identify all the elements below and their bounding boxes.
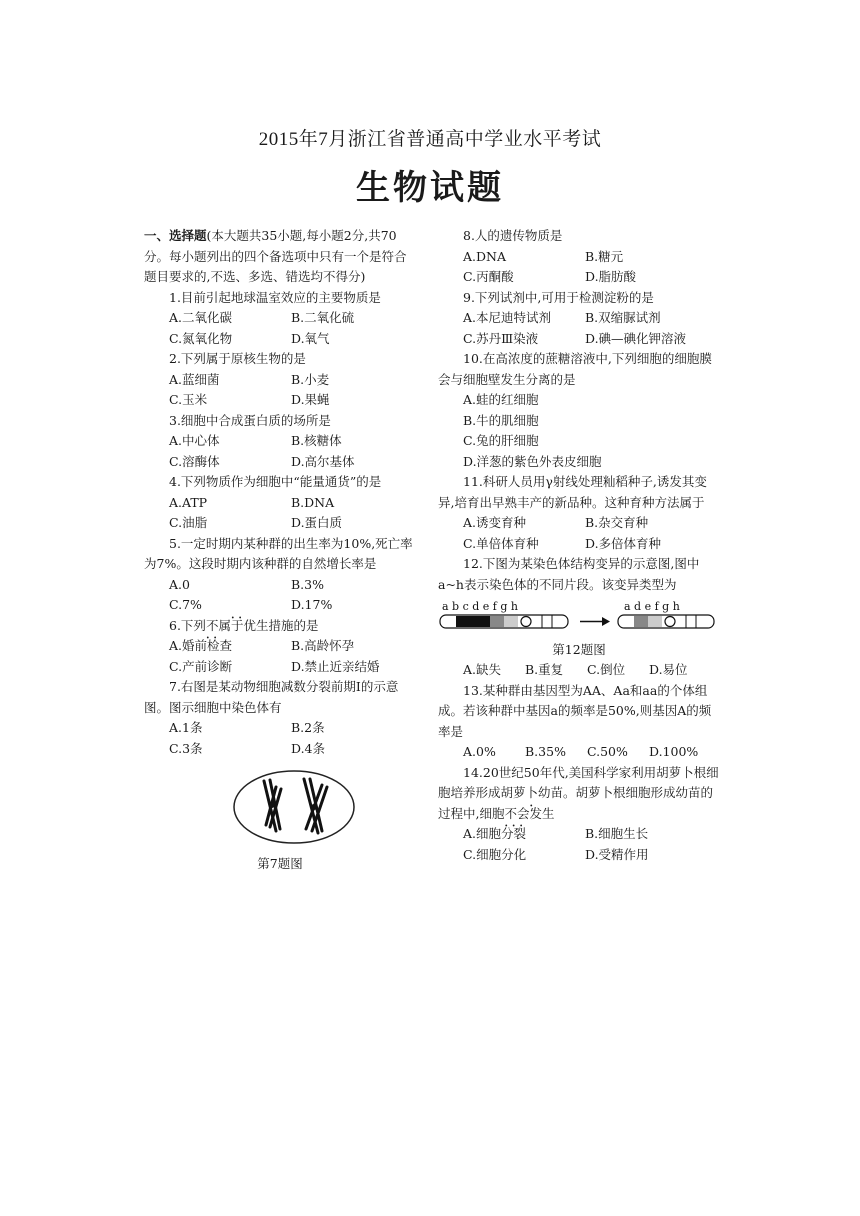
option-c: C.倒位 <box>587 662 626 677</box>
stem-prefix: 6.下列 <box>169 617 206 633</box>
option-d: D.高尔基体 <box>291 453 355 469</box>
option-d: D.100% <box>649 744 699 759</box>
question-stem: 10.在高浓度的蔗糖溶液中,下列细胞的细胞膜会与细胞壁发生分离的是 <box>438 351 712 387</box>
option-a: A.中心体 <box>169 433 220 448</box>
question-stem: 1.目前引起地球温室效应的主要物质是 <box>169 289 381 305</box>
option-b: B.重复 <box>525 662 564 677</box>
option-b: B.双缩脲试剂 <box>585 310 661 325</box>
option-c: C.3条 <box>169 740 203 756</box>
option-a: A.0% <box>463 744 496 759</box>
option-d: D.脂肪酸 <box>585 269 637 284</box>
question-12 <box>438 554 720 681</box>
question-14 <box>438 763 720 866</box>
section-instructions <box>144 226 416 288</box>
option-d: D.4条 <box>291 740 326 756</box>
option-a: A.1条 <box>169 720 203 735</box>
option-b: B.糖元 <box>585 248 624 264</box>
question-stem <box>438 763 720 825</box>
option-c: C.单倍体育种 <box>463 535 539 551</box>
question-3 <box>144 411 416 473</box>
option-d: D.蛋白质 <box>291 515 343 530</box>
option-d: D.禁止近亲结婚 <box>291 658 380 674</box>
question-11 <box>438 472 720 554</box>
option-b: B.3% <box>291 576 324 592</box>
exam-subject-title: 生物试题 <box>356 168 504 208</box>
figure-7-caption: 第7题图 <box>257 855 303 871</box>
question-stem: 11.科研人员用γ射线处理籼稻种子,诱发其变异,培育出早熟丰产的新品种。这种育种方法属于 <box>438 474 707 510</box>
option-c: C.苏丹Ⅲ染液 <box>463 330 539 346</box>
option-b: B.DNA <box>291 494 335 510</box>
option-a: A.二氧化碳 <box>169 310 233 325</box>
option-d: D.易位 <box>649 662 688 677</box>
chromosome-variation-figure <box>438 599 718 633</box>
section-heading: 一、选择题 <box>144 228 207 243</box>
question-stem: 3.细胞中合成蛋白质的场所是 <box>169 412 331 428</box>
option-b: B.高龄怀孕 <box>291 638 355 653</box>
right-column <box>438 226 720 865</box>
option-c: C.产前诊断 <box>169 658 233 674</box>
question-13 <box>438 681 720 763</box>
option-c: C.兔的肝细胞 <box>463 433 539 448</box>
option-a: A.DNA <box>463 248 506 264</box>
option-a: A.缺失 <box>463 662 502 677</box>
option-b: B.二氧化硫 <box>291 310 355 325</box>
left-column <box>144 226 416 874</box>
question-stem: 13.某种群由基因型为AA、Aa和aa的个体组成。若该种群中基因a的频率是50%,则基因A的频率是 <box>438 682 712 739</box>
question-4 <box>144 472 416 534</box>
question-stem: 12.下图为某染色体结构变异的示意图,图中a~h表示染色体的不同片段。该变异类型为 <box>438 556 700 592</box>
stem-suffix: 发生 <box>529 805 555 821</box>
question-8 <box>438 226 720 288</box>
question-stem: 9.下列试剂中,可用于检测淀粉的是 <box>463 289 654 305</box>
option-d: D.碘—碘化钾溶液 <box>585 330 687 346</box>
meiosis-cell-figure <box>224 767 364 847</box>
exam-title: 2015年7月浙江省普通高中学业水平考试 <box>258 129 602 150</box>
option-a: A.0 <box>169 576 190 592</box>
option-b: B.核糖体 <box>291 433 342 448</box>
question-7 <box>144 677 416 874</box>
option-c: C.50% <box>587 744 628 759</box>
option-a: A.蓝细菌 <box>169 371 220 387</box>
option-d: D.多倍体育种 <box>585 535 662 551</box>
stem-prefix: 14.20世纪50年代,美国科学家利用胡萝卜根细胞培养形成胡萝卜幼苗。胡萝卜根细胞形成幼苗的过程中,细胞 <box>438 764 719 821</box>
chromosome-labels-after: a d e f g h <box>624 600 680 613</box>
option-b: B.杂交育种 <box>585 515 649 530</box>
figure-12-caption: 第12题图 <box>552 641 606 657</box>
question-stem: 8.人的遗传物质是 <box>463 228 563 243</box>
option-a: A.诱变育种 <box>463 515 527 530</box>
option-b: B.2条 <box>291 720 325 735</box>
question-10 <box>438 349 720 472</box>
emphasis-will-not: 不会 • • • • <box>504 806 529 821</box>
option-a: A.蛙的红细胞 <box>463 392 539 407</box>
option-b: B.小麦 <box>291 371 330 387</box>
option-d: D.17% <box>291 597 333 612</box>
question-9 <box>438 288 720 350</box>
question-stem: 7.右图是某动物细胞减数分裂前期Ⅰ的示意图。图示细胞中染色体有 <box>144 679 399 715</box>
option-b: B.细胞生长 <box>585 826 649 841</box>
option-d: D.受精作用 <box>585 846 649 862</box>
question-stem <box>144 616 416 637</box>
option-d: D.氧气 <box>291 330 330 346</box>
option-a: A.细胞分裂 <box>463 826 527 841</box>
option-c: C.玉米 <box>169 392 208 407</box>
option-a: A.本尼迪特试剂 <box>463 310 552 325</box>
option-c: C.7% <box>169 597 202 612</box>
question-5 <box>144 534 416 616</box>
option-c: C.丙酮酸 <box>463 269 514 284</box>
question-stem: 5.一定时期内某种群的出生率为10%,死亡率为7%。这段时期内该种群的自然增长率是 <box>144 535 413 571</box>
question-stem: 4.下列物质作为细胞中“能量通货”的是 <box>169 474 382 489</box>
option-b: B.35% <box>525 744 566 759</box>
stem-suffix: 优生措施的是 <box>243 617 319 633</box>
emphasis-not-belong: 不属于 • • • • <box>206 618 244 633</box>
option-b: B.牛的肌细胞 <box>463 412 539 428</box>
option-c: C.细胞分化 <box>463 846 527 862</box>
section-instructions-text: (本大题共35小题,每小题2分,共70分。每小题列出的四个备选项中只有一个是符合题目要求的,不选、多选、错选均不得分) <box>144 228 407 284</box>
question-6 <box>144 616 416 678</box>
option-d: D.洋葱的紫色外表皮细胞 <box>463 453 602 469</box>
chromosome-labels-before: a b c d e f g h <box>442 600 518 613</box>
option-c: C.氮氧化物 <box>169 330 233 346</box>
option-a: A.婚前检查 <box>169 638 233 653</box>
question-1 <box>144 288 416 350</box>
option-d: D.果蝇 <box>291 392 330 407</box>
question-2 <box>144 349 416 411</box>
option-c: C.油脂 <box>169 515 208 530</box>
option-a: A.ATP <box>169 494 208 510</box>
question-stem: 2.下列属于原核生物的是 <box>169 351 306 366</box>
option-c: C.溶酶体 <box>169 453 220 469</box>
